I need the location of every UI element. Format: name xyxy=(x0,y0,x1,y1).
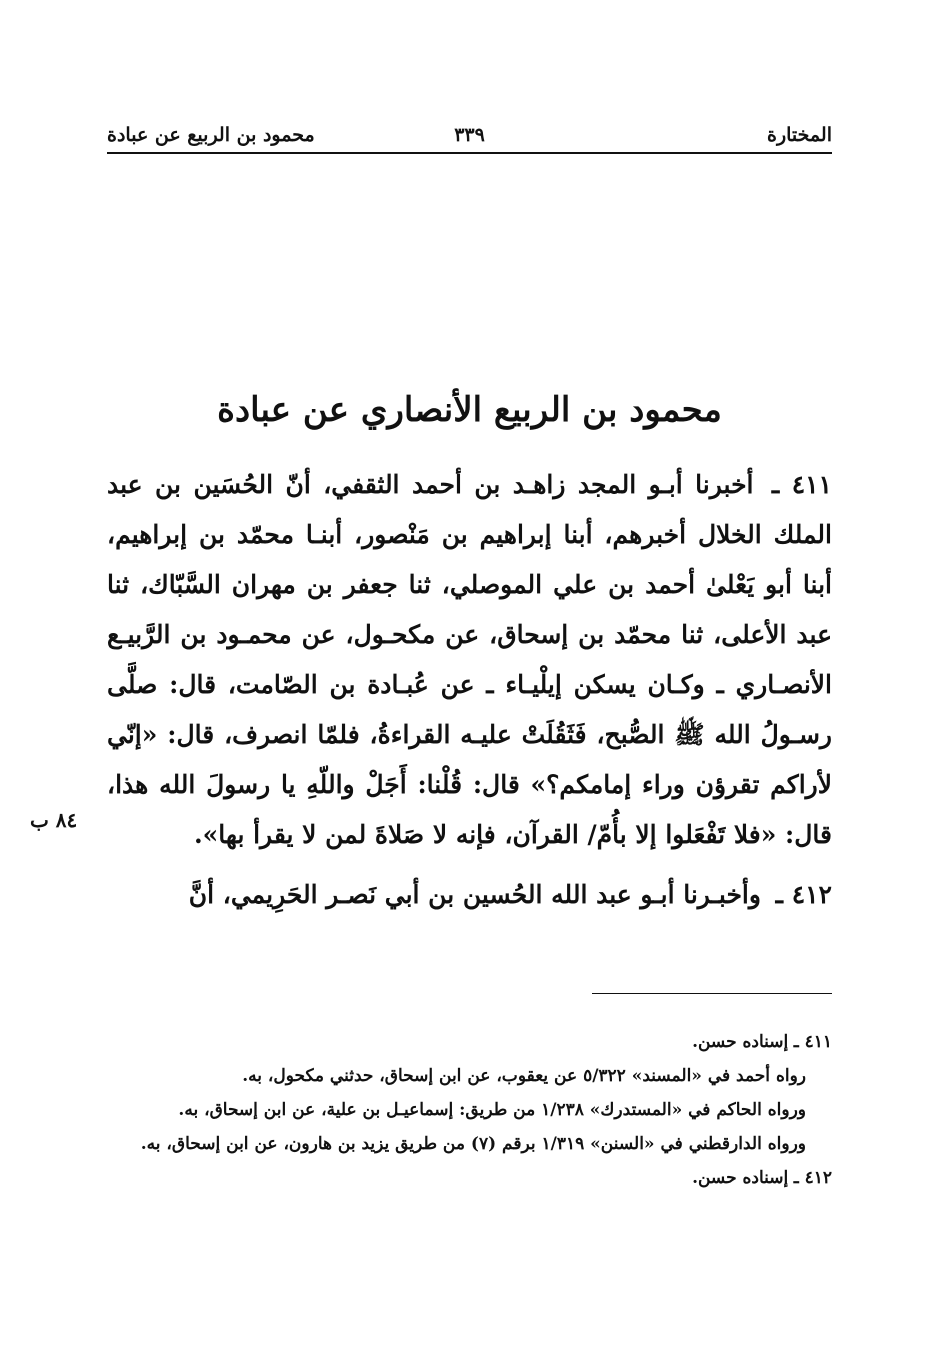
footnote-head xyxy=(107,1025,832,1059)
hadith-number: ٤١٢ ـ xyxy=(775,880,832,909)
hadith-text: وأخبـرنا أبـو عبد الله الحُسين بن أبي نَصـر الحَرِيمي، أنَّ xyxy=(188,880,761,909)
header-section-title: محمود بن الربيع عن عبادة xyxy=(107,124,315,146)
page-number: ٣٣٩ xyxy=(454,124,485,146)
hadith-number: ٤١١ ـ xyxy=(771,470,832,499)
footnotes xyxy=(107,1025,832,1195)
footnote-number: ٤١١ ـ xyxy=(793,1032,832,1052)
footnote-line: ورواه الدارقطني في «السنن» ١/٣١٩ برقم (٧) من طريق يزيد بن هارون، عن ابن إسحاق، به. xyxy=(140,1134,806,1154)
footnote-separator xyxy=(592,993,832,994)
footnote-number: ٤١٢ ـ xyxy=(793,1168,832,1188)
footnote-line: رواه أحمد في «المسند» ٥/٣٢٢ عن يعقوب، عن ابن إسحاق، حدثني مكحول، به. xyxy=(242,1066,806,1086)
running-header xyxy=(107,112,832,154)
manuscript-folio-marker: ٨٤ ب xyxy=(30,808,78,832)
main-text xyxy=(107,460,832,920)
footnote-grade: إسناده حسن. xyxy=(692,1032,789,1052)
footnote-head xyxy=(107,1161,832,1195)
hadith-paragraph xyxy=(107,870,832,920)
chapter-title: محمود بن الربيع الأنصاري عن عبادة xyxy=(217,390,722,430)
footnote-grade: إسناده حسن. xyxy=(692,1168,789,1188)
footnote-line: ورواه الحاكم في «المستدرك» ١/٢٣٨ من طريق: إسماعيـل بن علية، عن ابن إسحاق، به. xyxy=(178,1100,806,1120)
header-book-title: المختارة xyxy=(767,124,832,146)
hadith-paragraph xyxy=(107,460,832,860)
hadith-text: أخبرنا أبـو المجد زاهـد بن أحمد الثقفي، أنّ الحُسَين بن عبد الملك الخلال أخبرهم، أبنا إبراهيم بن مَنْصور، أبنـا محمّد بن إبراهيم، أبنا أبو يَعْلىٰ أحمد بن علي الموصلي، ثنا جعفر بن مهران السَّبّاك، ثنا عبد الأعلى، ثنا محمّد بن إسحاق، عن مكحـول، عن محمـود بن الرَّبيـع الأنصـاري ـ وكـان يسكن إيلْيـاء ـ عن عُبـادة بن الصّامت، قال: صلَّى رسـولُ الله ﷺ الصُّبح، فَثَقُلَتْ عليـه القراءةُ، فلمّا انصرف، قال: «إنّي لأراكم تقرؤن وراء إمامكم؟» قال: قُلْنا: أَجَلْ واللّهِ يا رسولَ الله هذا، قال: «فلا تَفْعَلوا إلا بأُمّ/ القرآن، فإنه لا صَلاةَ لمن لا يقرأ بها». xyxy=(107,470,832,849)
